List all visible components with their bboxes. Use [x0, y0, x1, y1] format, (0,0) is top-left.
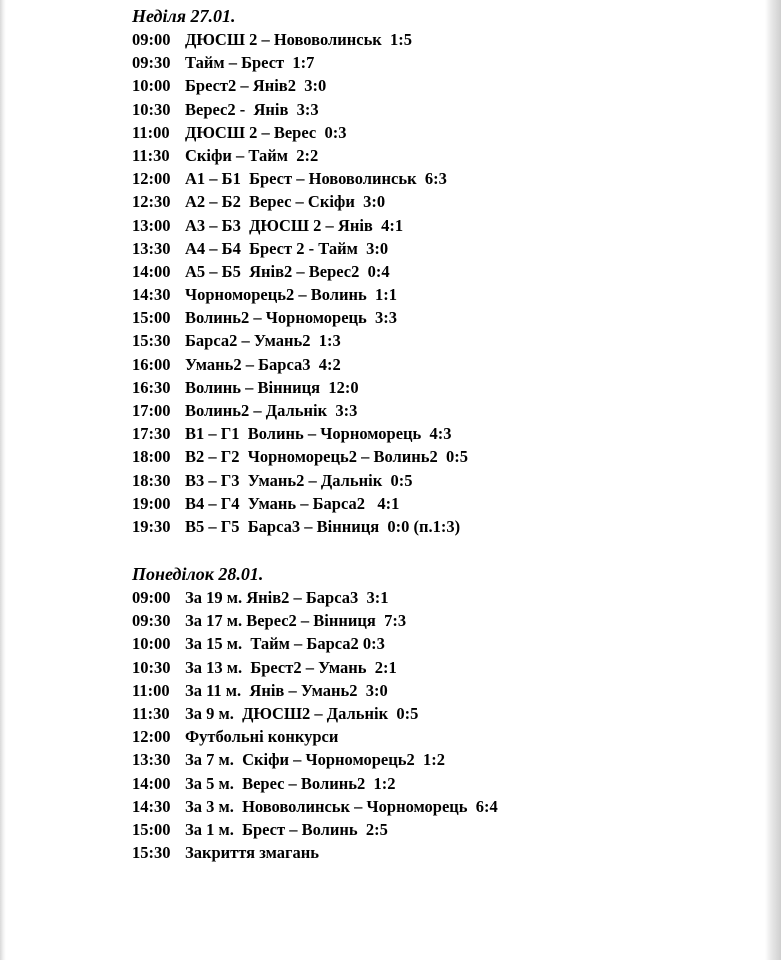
match-time: 19:00	[132, 493, 171, 513]
match-details: Волинь – Вінниця 12:0	[185, 377, 359, 397]
schedule-row	[132, 725, 498, 748]
match-details: За 5 м. Верес – Волинь2 1:2	[185, 773, 396, 793]
match-details: А2 – Б2 Верес – Скіфи 3:0	[185, 192, 386, 212]
match-details: За 15 м. Тайм – Барса2 0:3	[185, 634, 385, 654]
match-details: Волинь2 – Чорноморець 3:3	[185, 308, 398, 328]
match-details: В1 – Г1 Волинь – Чорноморець 4:3	[185, 424, 452, 444]
match-details: Чорноморець2 – Волинь 1:1	[185, 285, 398, 305]
match-details: А1 – Б1 Брест – Нововолинськ 6:3	[185, 169, 447, 189]
match-time: 14:30	[132, 796, 171, 816]
match-time: 10:30	[132, 99, 171, 119]
match-details: ДЮСШ 2 – Нововолинськ 1:5	[185, 30, 413, 49]
match-details: Закриття змагань	[185, 843, 319, 863]
match-time: 15:30	[132, 331, 171, 351]
match-time: 16:00	[132, 354, 171, 374]
schedule-row	[132, 376, 468, 399]
match-time: 18:30	[132, 470, 171, 490]
match-details: А5 – Б5 Янів2 – Верес2 0:4	[185, 261, 390, 281]
schedule-row	[132, 609, 498, 632]
match-details: А4 – Б4 Брест 2 - Тайм 3:0	[185, 238, 389, 258]
schedule-row	[132, 144, 468, 167]
schedule-row	[132, 167, 468, 190]
match-details: Скіфи – Тайм 2:2	[185, 145, 319, 165]
match-time: 11:00	[132, 122, 170, 142]
schedule-row	[132, 469, 468, 492]
match-time: 09:00	[132, 30, 171, 49]
match-details: За 17 м. Верес2 – Вінниця 7:3	[185, 611, 407, 631]
match-time: 15:30	[132, 843, 171, 863]
schedule-row	[132, 795, 498, 818]
schedule-row	[132, 98, 468, 121]
schedule-row	[132, 422, 468, 445]
schedule-row	[132, 399, 468, 422]
schedule-row	[132, 353, 468, 376]
schedule-row	[132, 28, 468, 51]
match-time: 15:00	[132, 819, 171, 839]
schedule-row	[132, 260, 468, 283]
match-time: 13:30	[132, 750, 171, 770]
day-section-sunday	[132, 5, 468, 538]
match-details: А3 – Б3 ДЮСШ 2 – Янів 4:1	[185, 215, 404, 235]
schedule-row	[132, 841, 498, 864]
match-details: ДЮСШ 2 – Верес 0:3	[185, 122, 347, 142]
match-list	[132, 586, 498, 864]
match-details: Верес2 - Янів 3:3	[185, 99, 319, 119]
page-edge-left	[0, 0, 6, 960]
match-details: Умань2 – Барса3 4:2	[185, 354, 341, 374]
day-heading: Неділя 27.01.	[132, 6, 236, 26]
match-details: За 13 м. Брест2 – Умань 2:1	[185, 657, 397, 677]
match-details: За 11 м. Янів – Умань2 3:0	[185, 680, 388, 700]
match-details: За 7 м. Скіфи – Чорноморець2 1:2	[185, 750, 445, 770]
match-time: 09:30	[132, 611, 171, 631]
match-details: За 3 м. Нововолинськ – Чорноморець 6:4	[185, 796, 498, 816]
match-time: 10:30	[132, 657, 171, 677]
match-time: 11:00	[132, 680, 170, 700]
schedule-row	[132, 632, 498, 655]
match-time: 11:30	[132, 703, 170, 723]
match-details: За 19 м. Янів2 – Барса3 3:1	[185, 588, 389, 607]
schedule-row	[132, 818, 498, 841]
match-time: 13:00	[132, 215, 171, 235]
match-details: Барса2 – Умань2 1:3	[185, 331, 341, 351]
schedule-row	[132, 492, 468, 515]
match-time: 12:00	[132, 727, 171, 747]
schedule-row	[132, 586, 498, 609]
match-time: 18:00	[132, 447, 171, 467]
schedule-row	[132, 702, 498, 725]
day-section-monday	[132, 563, 498, 864]
match-details: В5 – Г5 Барса3 – Вінниця 0:0 (п.1:3)	[185, 516, 461, 536]
schedule-row	[132, 679, 498, 702]
schedule-row	[132, 51, 468, 74]
match-time: 12:30	[132, 192, 171, 212]
match-details: За 9 м. ДЮСШ2 – Дальнік 0:5	[185, 703, 419, 723]
match-time: 11:30	[132, 145, 170, 165]
match-time: 10:00	[132, 76, 171, 96]
match-details: Брест2 – Янів2 3:0	[185, 76, 327, 96]
match-time: 13:30	[132, 238, 171, 258]
schedule-row	[132, 772, 498, 795]
match-time: 09:30	[132, 53, 171, 73]
schedule-row	[132, 121, 468, 144]
match-time: 14:00	[132, 773, 171, 793]
match-time: 17:30	[132, 424, 171, 444]
match-details: В4 – Г4 Умань – Барса2 4:1	[185, 493, 400, 513]
schedule-row	[132, 237, 468, 260]
match-time: 17:00	[132, 401, 171, 420]
match-time: 12:00	[132, 169, 171, 189]
match-time: 19:30	[132, 516, 171, 536]
schedule-row	[132, 748, 498, 771]
match-details: В2 – Г2 Чорноморець2 – Волинь2 0:5	[185, 447, 469, 467]
match-list	[132, 28, 468, 538]
match-time: 09:00	[132, 588, 171, 607]
match-details: В3 – Г3 Умань2 – Дальнік 0:5	[185, 470, 413, 490]
match-details: Волинь2 – Дальнік 3:3	[185, 401, 358, 420]
match-time: 15:00	[132, 308, 171, 328]
schedule-row	[132, 306, 468, 329]
match-time: 10:00	[132, 634, 171, 654]
schedule-row	[132, 329, 468, 352]
schedule-row	[132, 74, 468, 97]
schedule-row	[132, 190, 468, 213]
page-edge-right	[765, 0, 781, 960]
schedule-row	[132, 283, 468, 306]
match-details: За 1 м. Брест – Волинь 2:5	[185, 819, 388, 839]
schedule-row	[132, 656, 498, 679]
schedule-row	[132, 445, 468, 468]
schedule-row	[132, 214, 468, 237]
match-details: Тайм – Брест 1:7	[185, 53, 315, 73]
match-time: 14:30	[132, 285, 171, 305]
match-time: 16:30	[132, 377, 171, 397]
day-heading: Понеділок 28.01.	[132, 564, 264, 584]
match-time: 14:00	[132, 261, 171, 281]
match-details: Футбольні конкурси	[185, 727, 339, 747]
schedule-row	[132, 515, 468, 538]
